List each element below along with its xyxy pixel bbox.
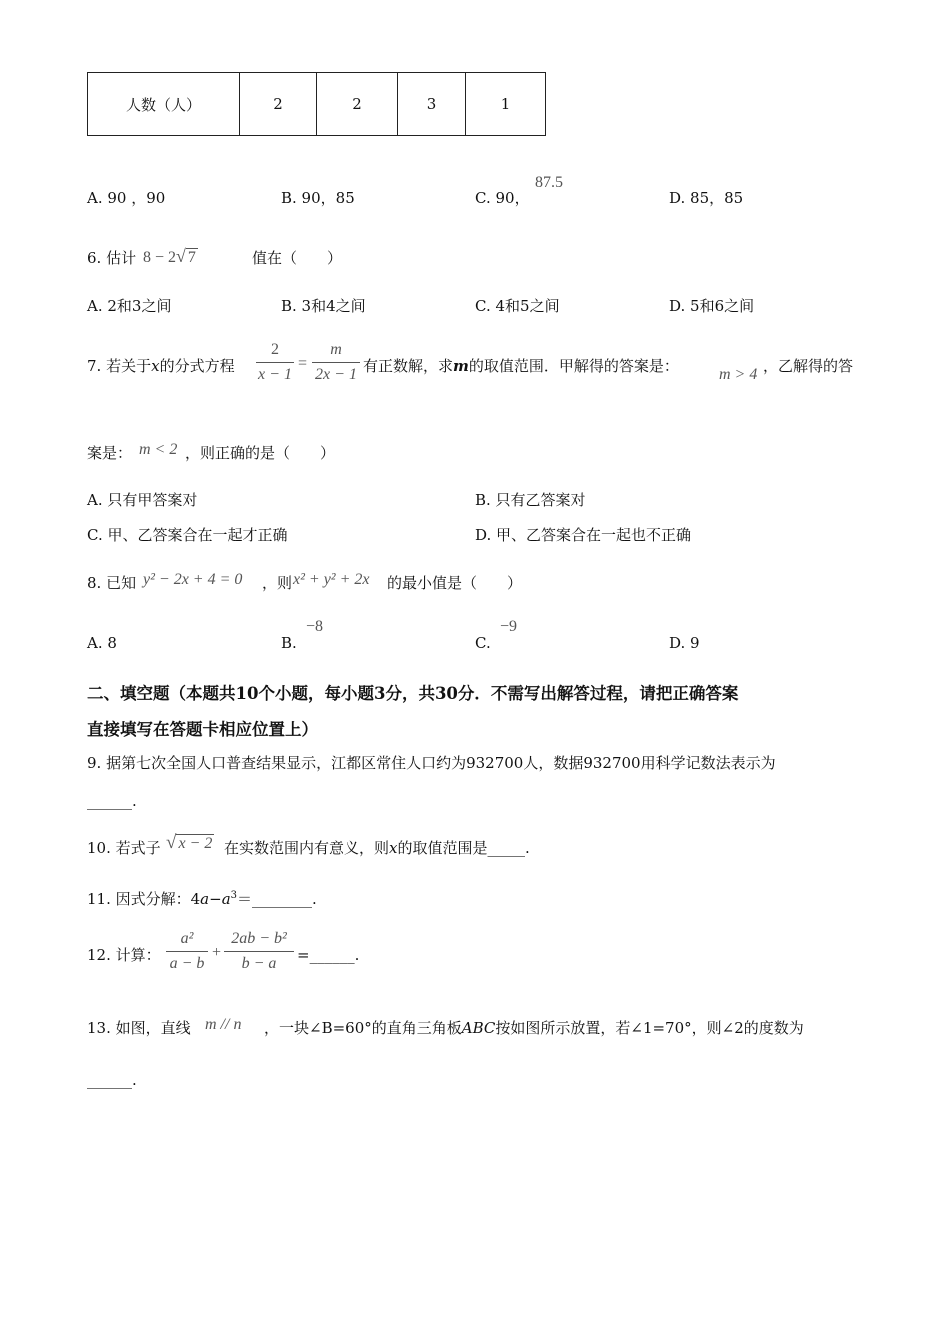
q7-text4: ，乙解得的答 [763,357,854,375]
q7-option-b: B. 只有乙答案对 [475,491,586,509]
q5-option-b: B. 90，85 [281,189,355,207]
table-cell: 2 [317,73,398,136]
q7-frac2-den: 2x − 1 [315,366,357,383]
q8-option-a: A. 8 [87,634,117,652]
q7-frac2-num: m [312,340,360,363]
q6-expr-radicand: 7 [187,249,196,266]
q7-option-c: C. 甲、乙答案合在一起才正确 [87,526,288,544]
q7-frac1-den: x − 1 [258,366,292,383]
q8-option-b-value: −8 [306,618,324,635]
q7-text3: 的取值范围．甲解得的答案是： [468,357,679,375]
q5-option-d: D. 85，85 [669,189,744,207]
q10-rest [224,838,530,858]
q9-line1: 9. 据第七次全国人口普查结果显示，江都区常住人口约为932700人，数据932700用科学记数法表示为 [87,754,776,772]
q11-prefix: 11. 因式分解：4 [87,890,201,908]
q7-equals: = [298,355,308,372]
q11-a2: a [221,890,231,908]
table-label-cell: 人数（人） [88,73,240,136]
q6-expression: 8 − 2√ 7 [143,246,196,266]
q10-suffix: 的取值范围是_____. [397,839,530,857]
q5-option-c: C. 90， [475,189,530,207]
q12-suffix: =______. [297,946,360,964]
q6-option-d: D. 5和6之间 [669,297,755,315]
q11-suffix: ＝________. [237,890,317,908]
q7-text2: 有正数解，求 [363,357,454,375]
q11-minus: − [209,890,222,908]
q7-prefix: 7. 若关于 [87,357,152,375]
q7-option-d: D. 甲、乙答案合在一起也不正确 [475,526,692,544]
q8-suffix: 的最小值是（ ） [387,574,523,592]
q7-answer-2: m < 2 [139,441,178,458]
q12-f1-num: a² [166,929,208,952]
q12-f2-den: b − a [241,955,277,972]
q8-equation-1: y² − 2x + 4 = 0 [143,571,243,588]
q12-fraction-1 [166,929,208,974]
q11-line: 11. 因式分解：$4a-a^3=\_\_\_\_\_\_\_\_$. [87,890,317,908]
q11-a1: a [200,890,210,908]
q6-option-c: C. 4和5之间 [475,297,560,315]
q7-line2-prefix: 案是： [87,444,133,462]
q6-option-b: B. 3和4之间 [281,297,366,315]
q7-fraction-2 [312,340,360,385]
q7-var: x [151,357,160,375]
q12-prefix: 12. 计算： [87,946,161,964]
q8-option-c-value: −9 [500,618,518,635]
q7-fraction-1 [256,340,294,385]
q6-expr-a: 8 − 2 [143,249,177,266]
q10-radical: √ x − 2 [166,832,213,853]
q8-option-d: D. 9 [669,634,700,652]
q13-rest [264,1018,804,1038]
q7-answer-1: m > 4 [719,366,758,383]
q12-plus: + [212,944,222,961]
q8-prefix: 8. 已知 [87,574,137,592]
q13-abc: ABC [461,1019,496,1037]
score-table [87,72,546,136]
section2-heading-line2: 直接填写在答题卡相应位置上） [87,720,318,739]
q7-line1-rest [363,356,679,376]
q13-text2: 按如图所示放置，若∠1=70°，则∠2的度数为 [495,1019,804,1037]
q7-frac1-num: 2 [256,340,294,363]
q13-text: ，一块∠B=60°的直角三角板 [264,1019,462,1037]
q12-fraction-2 [224,929,294,974]
q12-f1-den: a − b [169,955,205,972]
table-cell: 1 [466,73,546,136]
q6-option-a: A. 2和3之间 [87,297,172,315]
q10-prefix: 10. 若式子 [87,839,161,857]
q6-suffix: 值在（ ） [252,249,343,267]
q13-prefix: 13. 如图，直线 [87,1019,191,1037]
q5-option-a: A. 90 ，90 [87,189,166,207]
q7-mid: 的分式方程 [159,357,235,375]
q13-line2: ______. [87,1071,137,1089]
table-cell: 2 [240,73,317,136]
q12-f2-num: 2ab − b² [224,929,294,952]
q7-option-a: A. 只有甲答案对 [87,491,198,509]
q6-prefix: 6. 估计 [87,249,137,267]
table-row [88,73,546,136]
q7-line2-suffix: ，则正确的是（ ） [185,444,336,462]
q9-line2: ______. [87,792,137,810]
q8-mid: ，则 [262,574,293,592]
table-cell: 3 [398,73,466,136]
section2-heading-line1: 二、填空题（本题共10个小题，每小题3分，共30分．不需写出解答过程，请把正确答案 [87,684,739,703]
q7-line1 [87,356,235,376]
q5-option-c-value: 87.5 [535,174,563,191]
q8-option-b: B. [281,634,297,652]
q10-radicand: x − 2 [178,835,213,852]
q10-var: x [389,839,398,857]
q13-parallel: m // n [205,1016,242,1033]
q8-equation-2: x² + y² + 2x [293,571,370,588]
q8-option-c: C. [475,634,491,652]
q10-mid: 在实数范围内有意义，则 [224,839,390,857]
q7-m: m [453,357,469,375]
